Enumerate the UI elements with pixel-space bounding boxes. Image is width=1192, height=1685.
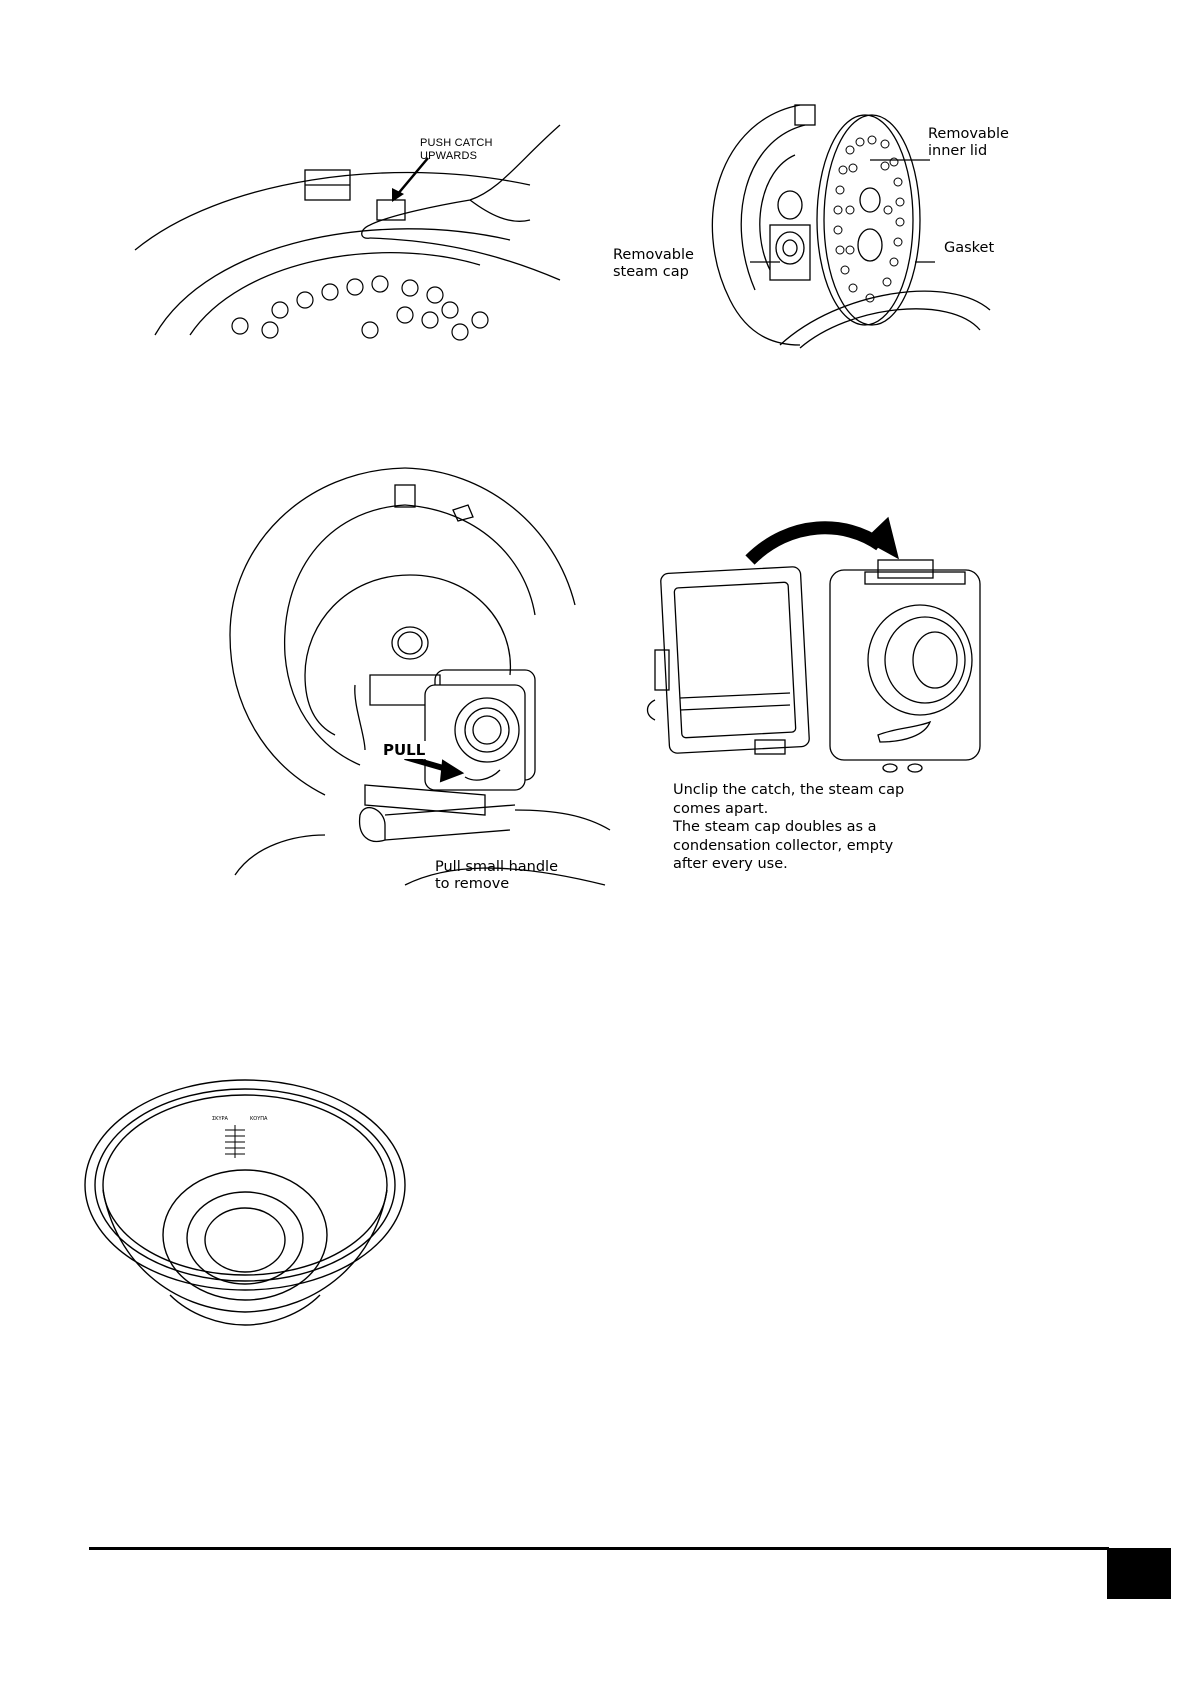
inner-lid-line1: Removable [928,126,1009,142]
figure-inner-bowl [80,1070,410,1330]
cap-description [673,781,904,874]
page-number-box [1107,1548,1171,1599]
footer-rule [89,1547,1109,1550]
steam-cap-line2: steam cap [613,264,689,280]
inner-lid-line2: inner lid [928,143,988,159]
pull-handle-label [435,859,558,893]
pull-handle-line2: to remove [435,876,510,892]
desc-line-3: The steam cap doubles as a [673,819,877,835]
figure-cap-apart [640,510,990,780]
pull-handle-line1: Pull small handle [435,859,558,875]
desc-line-1: Unclip the catch, the steam cap [673,782,905,798]
push-catch-label [420,137,493,163]
desc-line-2: comes apart. [673,800,769,817]
steam-cap-label [613,247,694,281]
svg-text:ΚΟΥΠΑ: ΚΟΥΠΑ [250,1116,268,1122]
figure-pull-cap [225,465,625,885]
gasket-label: Gasket [944,240,995,256]
inner-lid-label [928,126,1009,160]
desc-line-5: after every use. [673,856,788,872]
push-catch-line1: PUSH CATCH [420,137,493,149]
figure-push-catch [130,120,570,335]
svg-text:ΣΚΥΡΑ: ΣΚΥΡΑ [212,1116,228,1122]
pull-label: PULL [383,741,426,759]
steam-cap-line1: Removable [613,247,694,263]
desc-line-4: condensation collector, empty [673,837,894,854]
push-catch-line2: UPWARDS [420,150,478,162]
